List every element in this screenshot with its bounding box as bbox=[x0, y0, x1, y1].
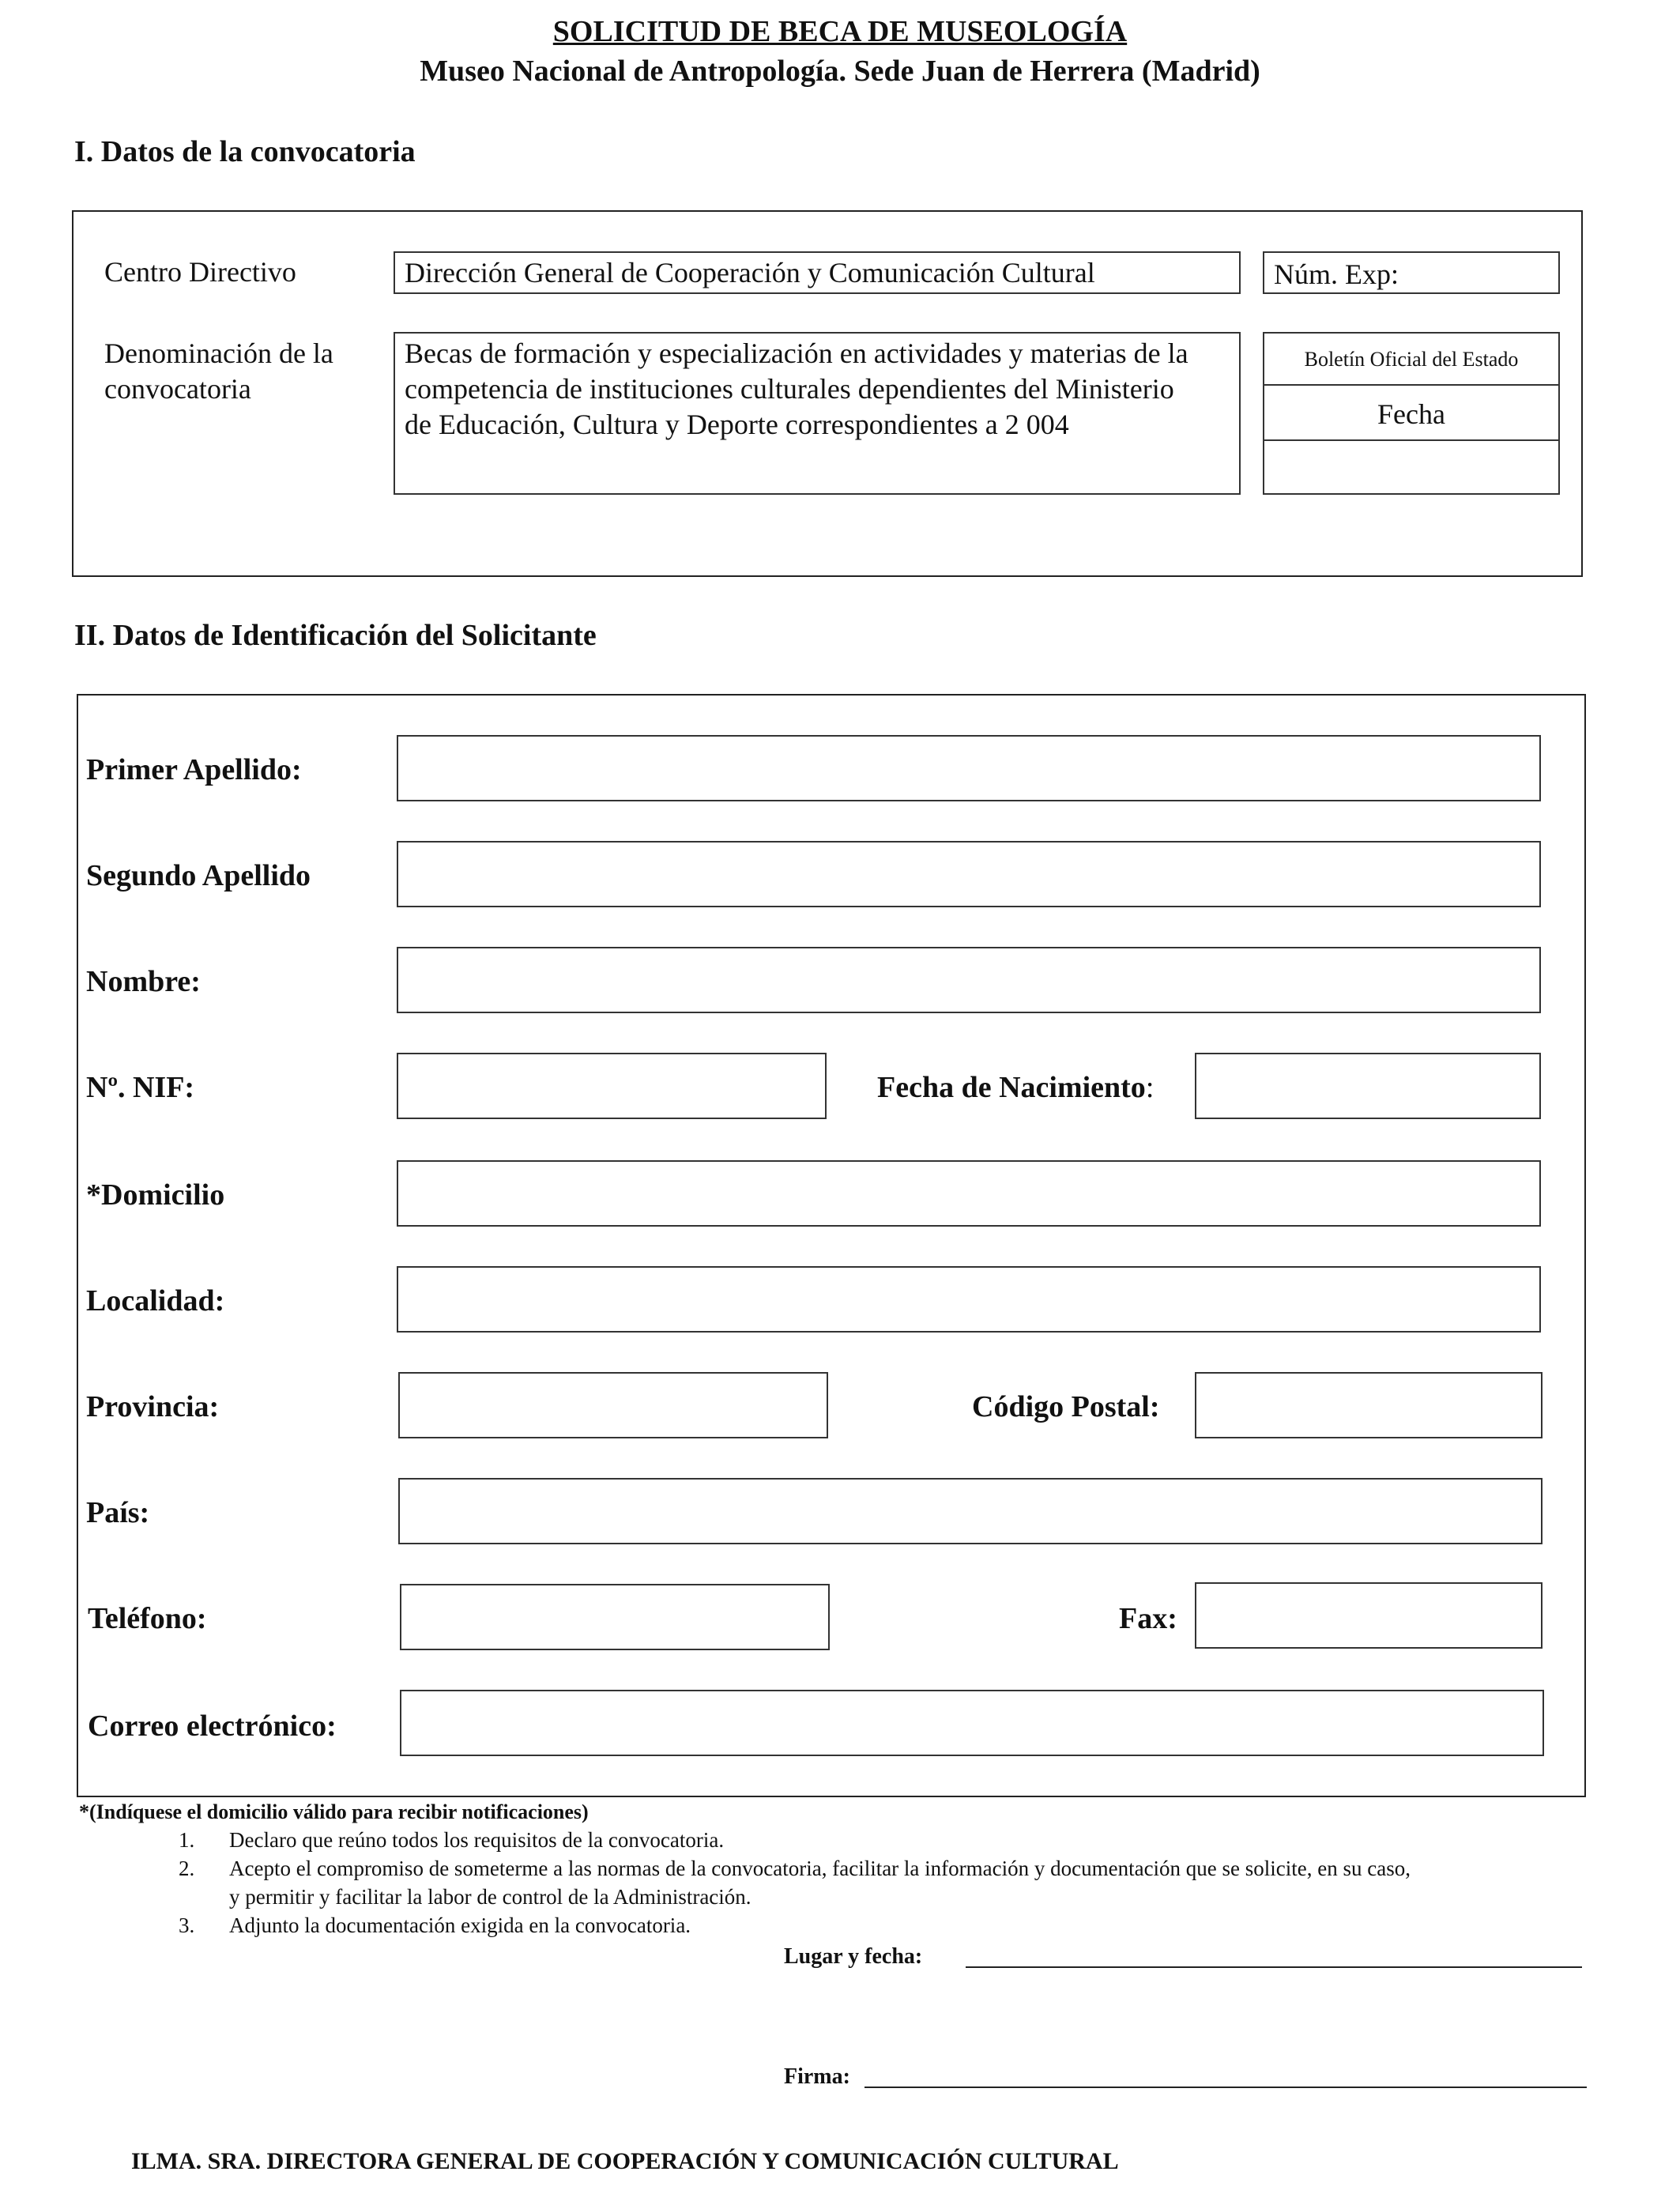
boe-label: Boletín Oficial del Estado bbox=[1304, 348, 1519, 371]
nif-input[interactable] bbox=[397, 1053, 827, 1119]
codigo-postal-label: Código Postal: bbox=[972, 1390, 1160, 1423]
section-1-heading: I. Datos de la convocatoria bbox=[74, 135, 416, 168]
centro-directivo-field: Dirección General de Cooperación y Comunicación Cultural bbox=[394, 251, 1241, 294]
denominacion-label-2: convocatoria bbox=[104, 373, 251, 405]
domicilio-note: *(Indíquese el domicilio válido para recibir notificaciones) bbox=[79, 1800, 589, 1823]
telefono-label: Teléfono: bbox=[88, 1602, 207, 1635]
boe-fecha-value[interactable] bbox=[1264, 443, 1558, 492]
lugar-fecha-label: Lugar y fecha: bbox=[784, 1944, 923, 1969]
domicilio-input[interactable] bbox=[397, 1160, 1541, 1227]
declaration-item-text: y permitir y facilitar la labor de control de la Administración. bbox=[229, 1885, 751, 1909]
segundo-apellido-label: Segundo Apellido bbox=[86, 859, 311, 892]
fax-label: Fax: bbox=[1119, 1602, 1177, 1635]
fecha-nacimiento-label: Fecha de Nacimiento: bbox=[877, 1071, 1155, 1104]
firma-label: Firma: bbox=[784, 2064, 850, 2089]
localidad-input[interactable] bbox=[397, 1266, 1541, 1333]
section-2-heading: II. Datos de Identificación del Solicitante bbox=[74, 619, 597, 652]
form-subtitle: Museo Nacional de Antropología. Sede Juan de Herrera (Madrid) bbox=[420, 55, 1260, 88]
primer-apellido-input[interactable] bbox=[397, 735, 1541, 801]
telefono-input[interactable] bbox=[400, 1584, 830, 1650]
nif-label: Nº. NIF: bbox=[86, 1071, 195, 1104]
declaration-item-number: 1. bbox=[179, 1828, 195, 1852]
destinatario: ILMA. SRA. DIRECTORA GENERAL DE COOPERACIÓN Y COMUNICACIÓN CULTURAL bbox=[131, 2148, 1119, 2174]
pais-label: País: bbox=[86, 1496, 150, 1529]
boe-fecha-label: Fecha bbox=[1377, 398, 1445, 430]
fecha-nacimiento-input[interactable] bbox=[1195, 1053, 1541, 1119]
primer-apellido-label: Primer Apellido: bbox=[86, 753, 302, 786]
provincia-label: Provincia: bbox=[86, 1390, 220, 1423]
localidad-label: Localidad: bbox=[86, 1284, 225, 1318]
form-title: SOLICITUD DE BECA DE MUSEOLOGÍA bbox=[552, 15, 1128, 48]
denominacion-line-3: de Educación, Cultura y Deporte correspondientes a 2 004 bbox=[405, 409, 1069, 440]
provincia-input[interactable] bbox=[398, 1372, 828, 1438]
correo-label: Correo electrónico: bbox=[88, 1710, 337, 1743]
declaration-item-text: Declaro que reúno todos los requisitos de la convocatoria. bbox=[229, 1828, 725, 1852]
denominacion-line-2: competencia de instituciones culturales dependientes del Ministerio bbox=[405, 373, 1174, 405]
declaration-item-text: Adjunto la documentación exigida en la convocatoria. bbox=[229, 1913, 691, 1937]
nombre-input[interactable] bbox=[397, 947, 1541, 1013]
declaration-item bbox=[179, 1854, 1648, 1914]
domicilio-label: *Domicilio bbox=[86, 1178, 225, 1212]
declaration-item-number: 2. bbox=[179, 1857, 195, 1880]
segundo-apellido-input[interactable] bbox=[397, 841, 1541, 907]
boe-divider-1 bbox=[1263, 384, 1560, 386]
correo-input[interactable] bbox=[400, 1690, 1544, 1756]
boe-divider-2 bbox=[1263, 439, 1560, 441]
denominacion-label-1: Denominación de la bbox=[104, 337, 333, 369]
nombre-label: Nombre: bbox=[86, 965, 201, 998]
num-exp-field[interactable]: Núm. Exp: bbox=[1263, 251, 1560, 294]
fax-input[interactable] bbox=[1195, 1582, 1543, 1649]
denominacion-line-1: Becas de formación y especialización en actividades y materias de la bbox=[405, 337, 1188, 369]
declaration-item-number: 3. bbox=[179, 1913, 195, 1937]
declaration-item bbox=[179, 1826, 1648, 1857]
declaration-item-text: Acepto el compromiso de someterme a las normas de la convocatoria, facilitar la información y documentación que se solicite, en su caso, bbox=[229, 1857, 1411, 1880]
lugar-fecha-line[interactable] bbox=[966, 1933, 1582, 1968]
centro-directivo-label: Centro Directivo bbox=[104, 256, 296, 288]
firma-line[interactable] bbox=[864, 2053, 1587, 2088]
pais-input[interactable] bbox=[398, 1478, 1543, 1544]
codigo-postal-input[interactable] bbox=[1195, 1372, 1543, 1438]
